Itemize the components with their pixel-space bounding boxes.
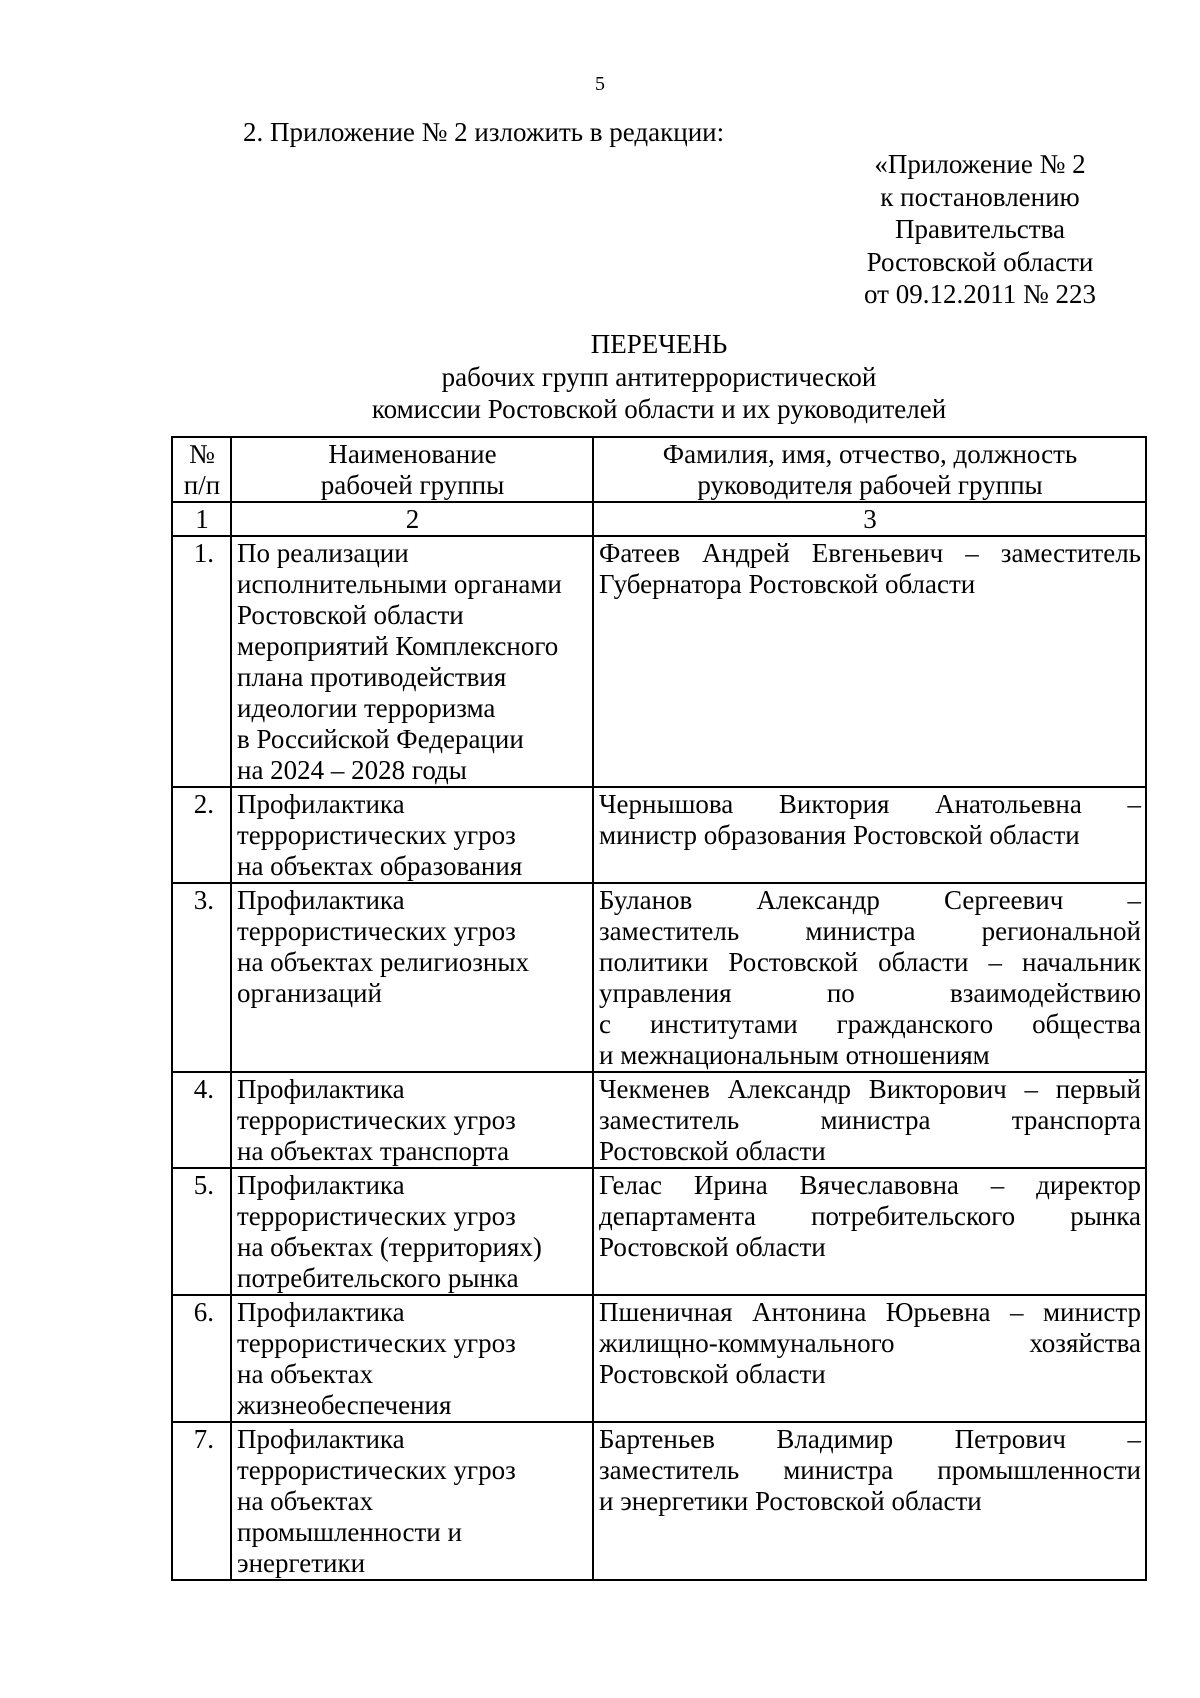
group-name-line: идеологии терроризма	[237, 693, 496, 723]
title-main: ПЕРЕЧЕНЬ	[590, 329, 728, 359]
group-name-line: в Российской Федерации	[237, 724, 524, 754]
header-group-head	[593, 437, 1146, 502]
header-group-name-line: рабочей группы	[320, 470, 505, 500]
attachment-heading-line: от 09.12.2011 № 223	[864, 279, 1096, 309]
group-head-line: министр образования Ростовской области	[599, 820, 1080, 850]
header-group-name	[231, 437, 593, 502]
group-name-line: террористических угроз	[237, 1201, 516, 1231]
group-name-line: потребительского рынка	[237, 1263, 519, 1293]
group-name-line: плана противодействия	[237, 662, 507, 692]
group-name-line: По реализации	[237, 538, 409, 568]
title-subtitle-line: комиссии Ростовской области и их руководителей	[371, 394, 947, 424]
group-head-line: Фатеев Андрей Евгеньевич – заместитель	[599, 538, 1141, 568]
row-number: 6.	[172, 1295, 231, 1422]
group-head-line: и энергетики Ростовской области	[599, 1486, 982, 1516]
group-name-line: на объектах	[237, 1359, 374, 1389]
document-title	[0, 328, 1200, 426]
group-name-line: на объектах	[237, 1486, 374, 1516]
group-head-line: департамента потребительского рынка	[599, 1201, 1141, 1231]
table-header-row	[172, 437, 1146, 502]
row-number: 7.	[172, 1422, 231, 1580]
group-name-line: жизнеобеспечения	[237, 1390, 452, 1420]
group-head	[593, 787, 1146, 883]
page-number: 5	[595, 73, 605, 95]
header-num-line: п/п	[183, 470, 221, 500]
group-name-line: мероприятий Комплексного	[237, 631, 559, 661]
table-row	[172, 883, 1146, 1072]
group-head-line: Чернышова Виктория Анатольевна –	[599, 789, 1141, 819]
group-name	[231, 787, 593, 883]
table-row	[172, 1072, 1146, 1168]
group-head-line: Буланов Александр Сергеевич –	[599, 885, 1141, 915]
group-head	[593, 1295, 1146, 1422]
column-index: 1	[172, 502, 231, 536]
table-row	[172, 787, 1146, 883]
group-head-line: Пшеничная Антонина Юрьевна – министр	[599, 1297, 1141, 1327]
table-row	[172, 1168, 1146, 1295]
header-group-head-line: руководителя рабочей группы	[697, 470, 1043, 500]
group-head	[593, 1422, 1146, 1580]
group-name-line: на объектах религиозных	[237, 947, 530, 977]
group-name-line: Профилактика	[237, 1424, 405, 1454]
group-name-line: Профилактика	[237, 1297, 405, 1327]
group-head-line: заместитель министра транспорта	[599, 1105, 1141, 1135]
group-head	[593, 536, 1146, 787]
header-num	[172, 437, 231, 502]
group-head-line: Ростовской области	[599, 1359, 826, 1389]
row-number: 2.	[172, 787, 231, 883]
group-name-line: Профилактика	[237, 789, 405, 819]
attachment-heading-line: Правительства	[895, 214, 1065, 244]
group-name-line: на объектах образования	[237, 851, 523, 881]
attachment-heading	[830, 148, 1130, 311]
group-head-line: политики Ростовской области – начальник	[599, 947, 1141, 977]
header-num-line: №	[189, 439, 215, 469]
group-head-line: управления по взаимодействию	[599, 978, 1141, 1008]
header-group-name-line: Наименование	[328, 439, 497, 469]
group-head-line: Ростовской области	[599, 1136, 826, 1166]
group-name-line: Профилактика	[237, 885, 405, 915]
group-head-line: заместитель министра промышленности	[599, 1455, 1141, 1485]
group-head-line: жилищно-коммунального хозяйства	[599, 1328, 1141, 1358]
group-name	[231, 1295, 593, 1422]
group-name-line: организаций	[237, 978, 382, 1008]
row-number: 3.	[172, 883, 231, 1072]
table-row	[172, 536, 1146, 787]
group-head-line: Бартеньев Владимир Петрович –	[599, 1424, 1141, 1454]
group-name-line: террористических угроз	[237, 820, 516, 850]
group-name-line: на 2024 – 2028 годы	[237, 755, 467, 785]
group-name-line: террористических угроз	[237, 1105, 516, 1135]
group-name-line: террористических угроз	[237, 1328, 516, 1358]
group-head	[593, 1072, 1146, 1168]
group-name-line: Ростовской области	[237, 600, 464, 630]
group-name	[231, 1168, 593, 1295]
working-groups-table	[171, 436, 1147, 1581]
group-name-line: промышленности и	[237, 1517, 462, 1547]
title-subtitle-line: рабочих групп антитеррористической	[441, 361, 877, 392]
group-name-line: на объектах транспорта	[237, 1136, 510, 1166]
intro-paragraph: 2. Приложение № 2 изложить в редакции:	[243, 117, 725, 147]
group-head-line: Чекменев Александр Викторович – первый	[599, 1074, 1141, 1104]
group-name	[231, 1072, 593, 1168]
group-head-line: Ростовской области	[599, 1232, 826, 1262]
attachment-heading-line: «Приложение № 2	[874, 149, 1086, 179]
table-row	[172, 1295, 1146, 1422]
column-index-row	[172, 502, 1146, 536]
header-group-head-line: Фамилия, имя, отчество, должность	[662, 439, 1078, 469]
column-index: 3	[593, 502, 1146, 536]
group-name-line: террористических угроз	[237, 1455, 516, 1485]
group-head-line: Гелас Ирина Вячеславовна – директор	[599, 1170, 1141, 1200]
group-name-line: исполнительными органами	[237, 569, 562, 599]
group-name-line: Профилактика	[237, 1170, 405, 1200]
row-number: 5.	[172, 1168, 231, 1295]
group-head-line: с институтами гражданского общества	[599, 1009, 1141, 1039]
group-name	[231, 536, 593, 787]
group-name	[231, 1422, 593, 1580]
table-row	[172, 1422, 1146, 1580]
group-head-line: Губернатора Ростовской области	[599, 569, 976, 599]
group-name-line: на объектах (территориях)	[237, 1232, 542, 1262]
row-number: 1.	[172, 536, 231, 787]
group-name-line: энергетики	[237, 1548, 366, 1578]
group-head-line: и межнациональным отношениям	[599, 1040, 990, 1070]
attachment-heading-line: Ростовской области	[866, 246, 1094, 277]
group-name-line: Профилактика	[237, 1074, 405, 1104]
group-name-line: террористических угроз	[237, 916, 516, 946]
column-index: 2	[231, 502, 593, 536]
group-head	[593, 883, 1146, 1072]
table-body	[172, 437, 1146, 1580]
group-head-line: заместитель министра региональной	[599, 916, 1141, 946]
row-number: 4.	[172, 1072, 231, 1168]
attachment-heading-line: к постановлению	[880, 181, 1080, 212]
group-head	[593, 1168, 1146, 1295]
group-name	[231, 883, 593, 1072]
